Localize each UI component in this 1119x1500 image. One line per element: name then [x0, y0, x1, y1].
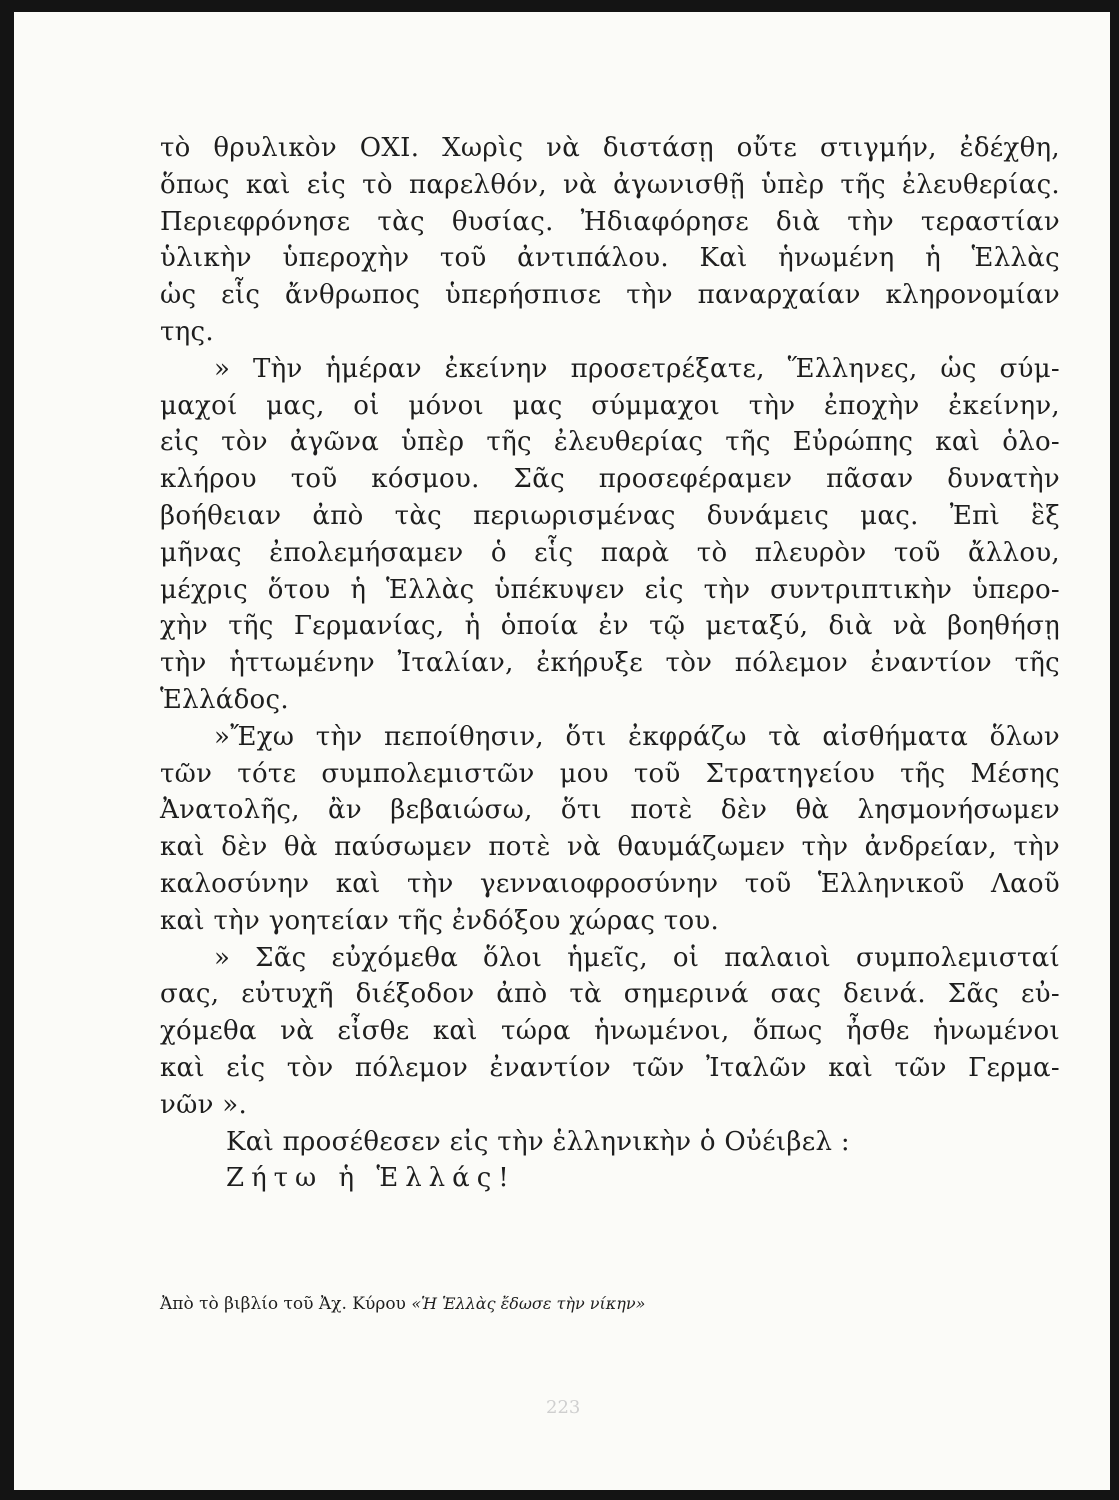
- source-prefix: Ἀπὸ τὸ βιβλίο τοῦ Ἀχ. Κύρου: [160, 1294, 406, 1314]
- text-line: μῆνας ἐπολεμήσαμεν ὁ εἷς παρὰ τὸ πλευρὸν τοῦ ἄλλου,: [160, 537, 1060, 568]
- text-line: κλήρου τοῦ κόσμου. Σᾶς προσεφέραμεν πᾶσαν δυνατὴν: [160, 464, 1060, 495]
- paragraph-1: [160, 130, 1060, 351]
- text-line: καὶ εἰς τὸν πόλεμον ἐναντίον τῶν Ἰταλῶν καὶ τῶν Γερμα-: [160, 1052, 1060, 1083]
- body-text: [160, 130, 1060, 1197]
- closing-exclamation: [160, 1160, 1060, 1197]
- text-line: μαχοί μας, οἱ μόνοι μας σύμμαχοι τὴν ἐποχὴν ἐκείνην,: [160, 390, 1060, 421]
- text-line: » Τὴν ἡμέραν ἐκείνην προσετρέξατε, Ἕλληνες, ὡς σύμ-: [214, 353, 1060, 384]
- source-citation: [160, 1294, 645, 1314]
- text-line: σας, εὐτυχῆ διέξοδον ἀπὸ τὰ σημερινά σας δεινά. Σᾶς εὐ-: [160, 979, 1060, 1010]
- text-line: χόμεθα νὰ εἶσθε καὶ τώρα ἡνωμένοι, ὅπως ἦσθε ἡνωμένοι: [160, 1016, 1060, 1047]
- text-line: Καὶ προσέθεσεν εἰς τὴν ἑλληνικὴν ὁ Οὐέιβελ :: [226, 1126, 850, 1157]
- text-line: νῶν ».: [160, 1089, 248, 1120]
- text-line: ὅπως καὶ εἰς τὸ παρελθόν, νὰ ἀγωνισθῇ ὑπὲρ τῆς ἐλευθερίας.: [160, 169, 1060, 200]
- text-line: εἰς τὸν ἀγῶνα ὑπὲρ τῆς ἐλευθερίας τῆς Εὐρώπης καὶ ὁλο-: [160, 427, 1060, 458]
- text-line: Περιεφρόνησε τὰς θυσίας. Ἠδιαφόρησε διὰ τὴν τεραστίαν: [160, 206, 1060, 237]
- paragraph-5: [160, 1124, 1060, 1161]
- page-number: 223: [546, 1397, 581, 1418]
- text-line: τὴν ἡττωμένην Ἰταλίαν, ἐκήρυξε τὸν πόλεμον ἐναντίον τῆς: [160, 648, 1060, 679]
- text-line: καλοσύνην καὶ τὴν γενναιοφροσύνην τοῦ Ἑλληνικοῦ Λαοῦ: [160, 868, 1060, 899]
- paragraph-2: [160, 351, 1060, 719]
- text-line: ὑλικὴν ὑπεροχὴν τοῦ ἀντιπάλου. Καὶ ἡνωμένη ἡ Ἑλλὰς: [160, 243, 1060, 274]
- text-line: τὸ θρυλικὸν ΟΧΙ. Χωρὶς νὰ διστάσῃ οὔτε στιγμήν, ἐδέχθη,: [160, 133, 1060, 163]
- text-line: καὶ τὴν γοητείαν τῆς ἐνδόξου χώρας του.: [160, 905, 720, 936]
- text-line: τῶν τότε συμπολεμιστῶν μου τοῦ Στρατηγείου τῆς Μέσης: [160, 758, 1060, 789]
- source-book-title: «Ἡ Ἑλλὰς ἔδωσε τὴν νίκην»: [411, 1294, 646, 1313]
- text-line: » Σᾶς εὐχόμεθα ὅλοι ἡμεῖς, οἱ παλαιοὶ συμπολεμισταί: [214, 942, 1060, 973]
- paragraph-3: [160, 719, 1060, 940]
- text-line: καὶ δὲν θὰ παύσωμεν ποτὲ νὰ θαυμάζωμεν τὴν ἀνδρείαν, τὴν: [160, 832, 1060, 863]
- text-line: Ἀνατολῆς, ἂν βεβαιώσω, ὅτι ποτὲ δὲν θὰ λησμονήσωμεν: [160, 795, 1060, 826]
- text-line: Ζήτω ἡ Ἑλλάς!: [226, 1163, 516, 1194]
- text-line: χὴν τῆς Γερμανίας, ἡ ὁποία ἐν τῷ μεταξύ, διὰ νὰ βοηθήσῃ: [160, 611, 1060, 642]
- text-line: της.: [160, 316, 214, 347]
- paragraph-4: [160, 940, 1060, 1124]
- text-line: Ἑλλάδος.: [160, 684, 289, 715]
- text-line: βοήθειαν ἀπὸ τὰς περιωρισμένας δυνάμεις μας. Ἐπὶ ἓξ: [160, 500, 1060, 531]
- document-page: [14, 12, 1110, 1490]
- text-line: μέχρις ὅτου ἡ Ἑλλὰς ὑπέκυψεν εἰς τὴν συντριπτικὴν ὑπερο-: [160, 574, 1060, 605]
- text-line: »Ἔχω τὴν πεποίθησιν, ὅτι ἐκφράζω τὰ αἰσθήματα ὅλων: [214, 721, 1060, 752]
- text-line: ὡς εἷς ἄνθρωπος ὑπερήσπισε τὴν παναρχαίαν κληρονομίαν: [160, 280, 1060, 311]
